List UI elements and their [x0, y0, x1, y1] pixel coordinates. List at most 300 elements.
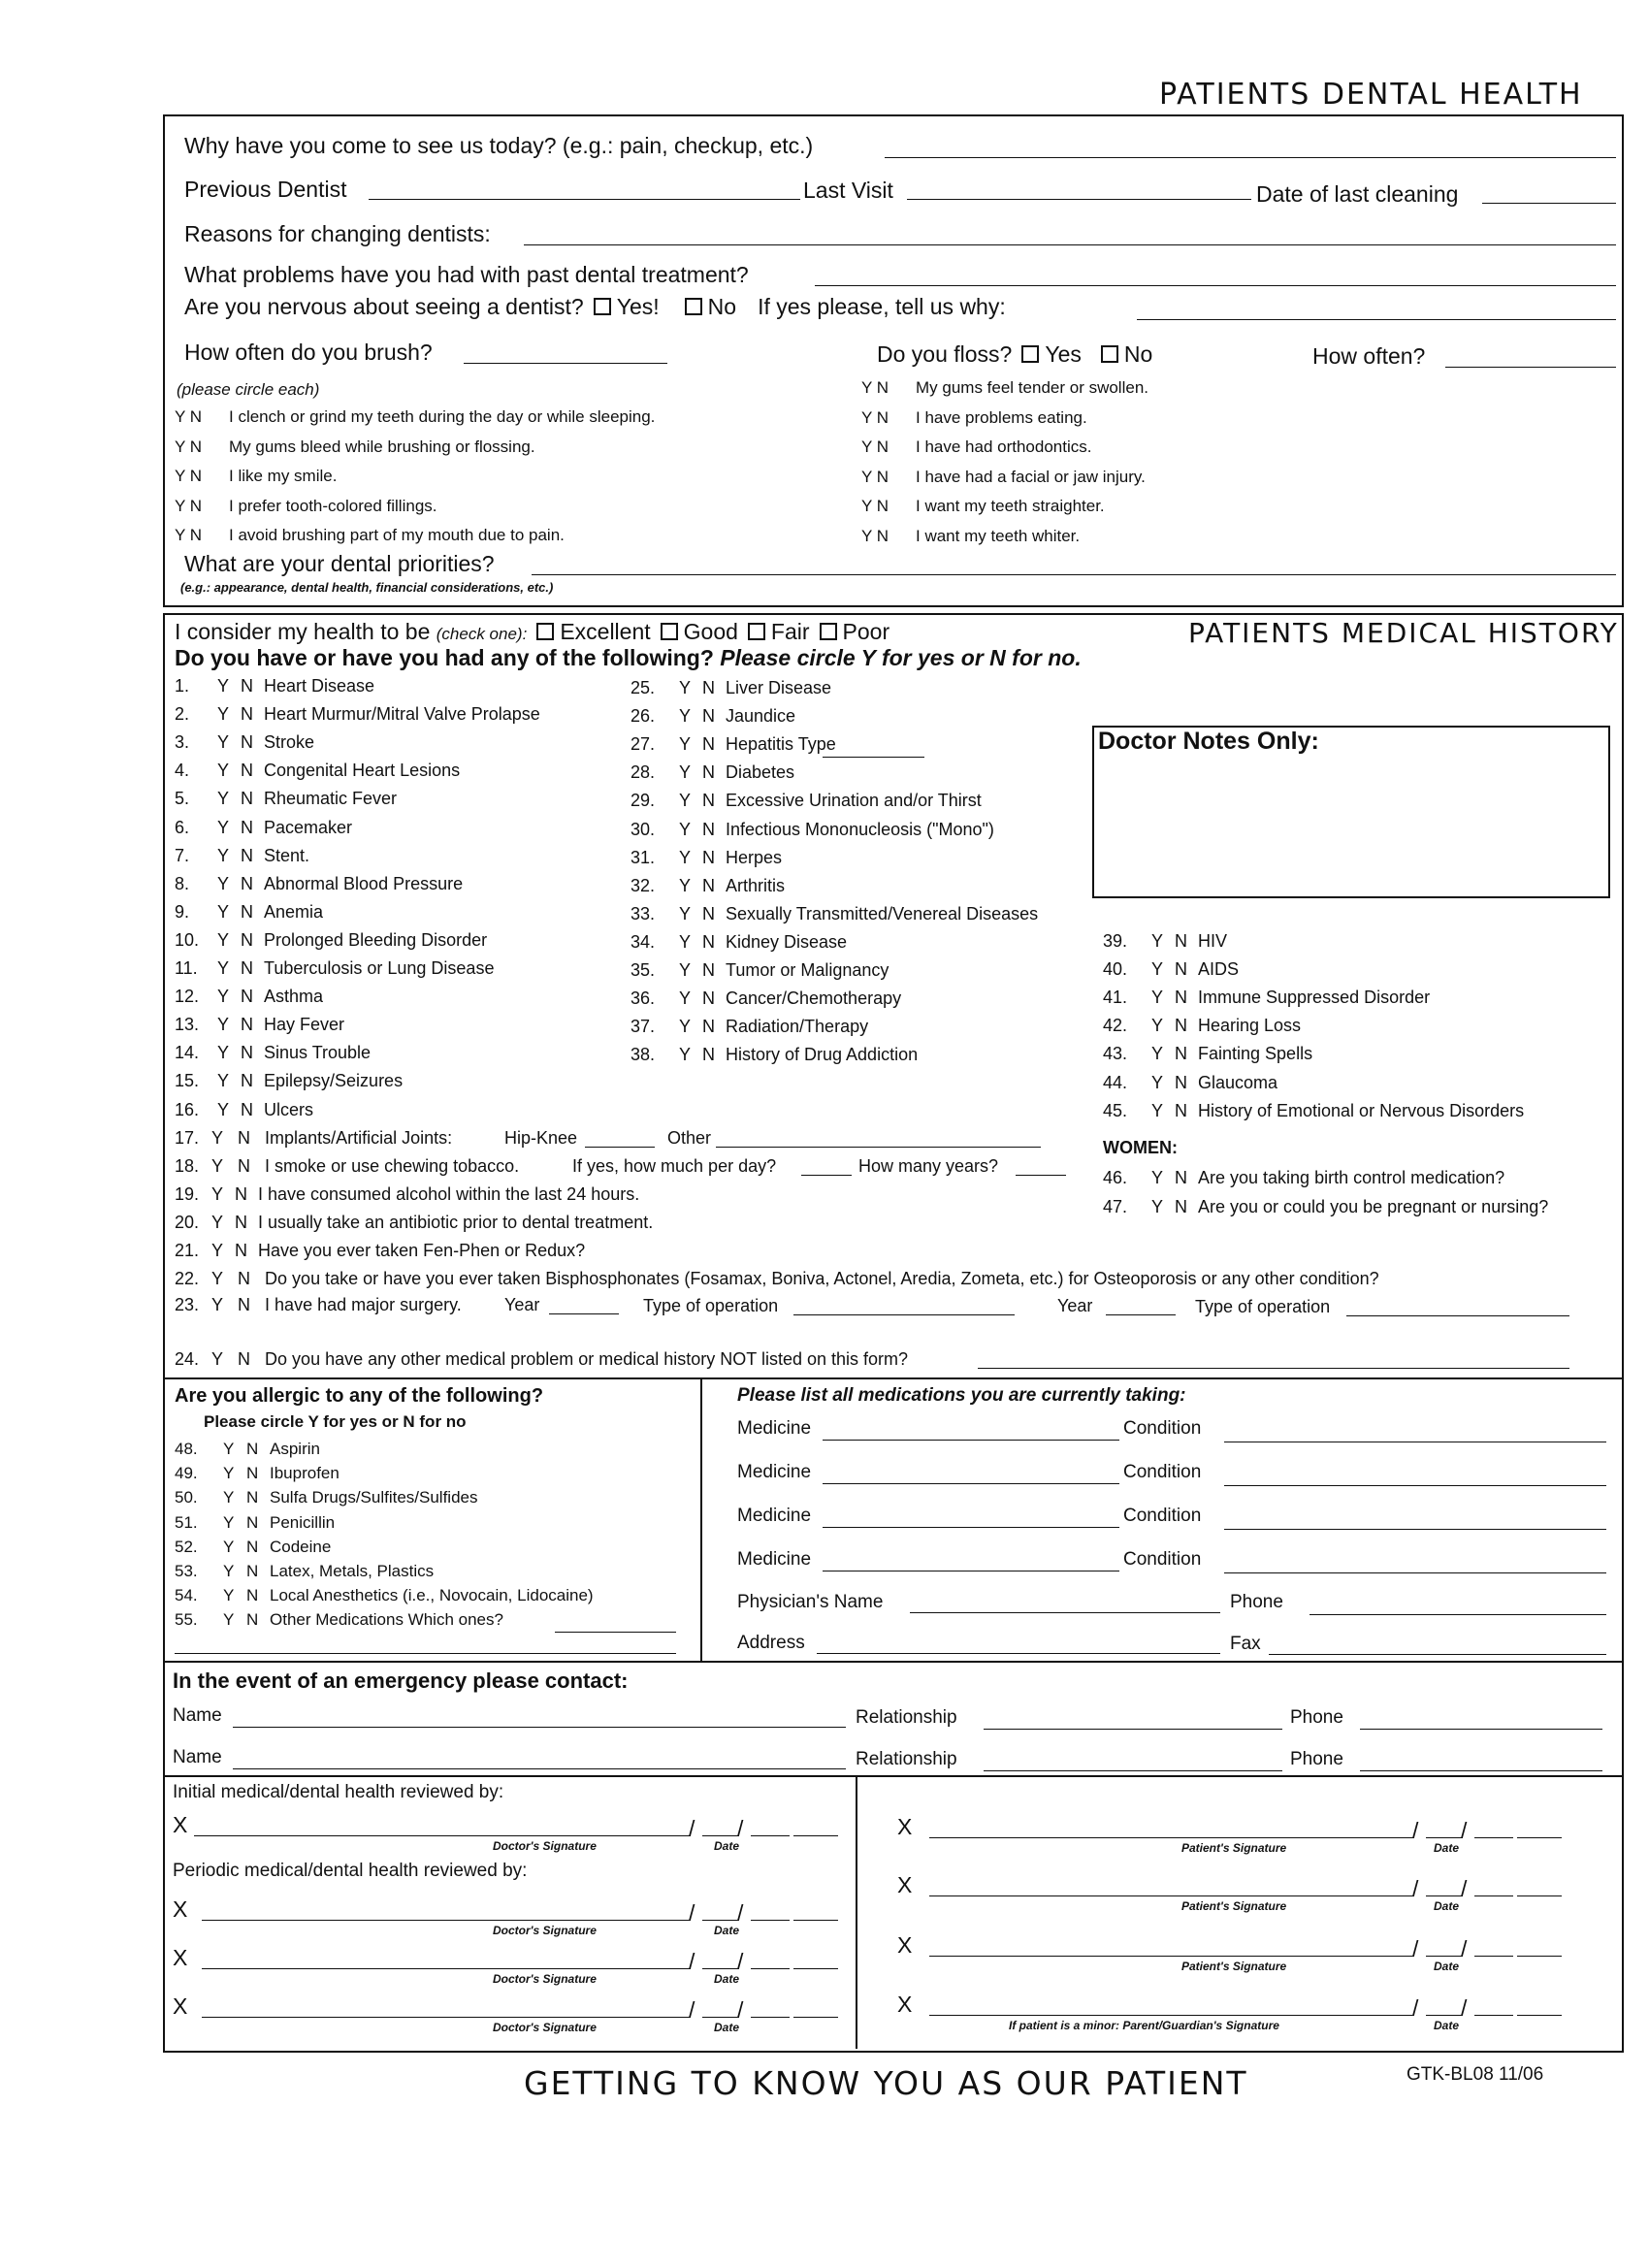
reasons-label: Reasons for changing dentists: [184, 221, 491, 246]
date-month-field[interactable] [1426, 1895, 1463, 1896]
no-option[interactable]: N [241, 929, 253, 950]
q21-text: Have you ever taken Fen-Phen or Redux? [258, 1241, 586, 1260]
emergency-name-field[interactable] [233, 1768, 846, 1769]
no-option[interactable]: N [241, 704, 253, 725]
q23-year-label: Year [504, 1295, 540, 1314]
yes-no-circle[interactable]: Y N [175, 526, 203, 544]
other-medications-field-2[interactable] [175, 1653, 676, 1654]
yes-option[interactable]: Y [223, 1537, 235, 1556]
q17-hip-field[interactable] [585, 1147, 655, 1148]
no-option[interactable]: N [241, 1043, 253, 1063]
yes-option[interactable]: Y [217, 704, 230, 725]
yes-option[interactable]: Y [679, 734, 692, 755]
condition-label: Condition [1123, 1462, 1202, 1482]
poor-checkbox[interactable] [820, 623, 837, 640]
yes-option[interactable]: Y [217, 761, 230, 781]
no-option[interactable]: N [1175, 1044, 1187, 1064]
yes-no-circle[interactable]: Y N [861, 467, 889, 486]
condition-row [1103, 1016, 1301, 1036]
q18-n[interactable]: N [238, 1156, 251, 1176]
yes-option[interactable]: Y [679, 875, 692, 895]
past-problems-field[interactable] [815, 285, 1616, 286]
date-year-field[interactable] [793, 1920, 838, 1921]
x-mark: X [897, 1814, 913, 1839]
yes-no-circle[interactable]: Y N [175, 496, 203, 515]
condition-row [630, 932, 847, 953]
address-field[interactable] [817, 1653, 1220, 1654]
q19-num: 19. [175, 1184, 200, 1204]
q20-row [175, 1213, 653, 1233]
date-year-field[interactable] [1517, 1837, 1562, 1838]
allergy-label: Local Anesthetics (i.e., Novocain, Lidocaine) [270, 1586, 594, 1605]
date-month-field[interactable] [702, 2017, 739, 2018]
yes-option[interactable]: Y [217, 1043, 230, 1063]
q23-y[interactable]: Y [211, 1295, 224, 1314]
no-option[interactable]: N [702, 762, 715, 783]
yes-option[interactable]: Y [217, 817, 230, 837]
emergency-phone-label: Phone [1290, 1707, 1343, 1728]
no-option[interactable]: N [1175, 1016, 1187, 1036]
nervous-label: Are you nervous about seeing a dentist? [184, 294, 584, 319]
signature-caption: Doctor's Signature [493, 1839, 597, 1853]
medicine-field[interactable] [823, 1483, 1119, 1484]
q18-years-field[interactable] [1016, 1175, 1066, 1176]
no-option[interactable]: N [241, 987, 253, 1007]
condition-label: Cancer/Chemotherapy [726, 988, 902, 1009]
x-mark: X [897, 1872, 913, 1897]
q18-row [175, 1156, 519, 1177]
yes-option[interactable]: Y [679, 762, 692, 783]
allergy-number: 52. [175, 1537, 198, 1556]
yes-option[interactable]: Y [217, 676, 230, 696]
q23-n[interactable]: N [238, 1295, 251, 1314]
x-mark: X [897, 1932, 913, 1958]
no-option[interactable]: N [1175, 1100, 1187, 1120]
no-option[interactable]: N [1175, 988, 1187, 1008]
yes-option[interactable]: Y [679, 847, 692, 867]
date-day-field[interactable] [751, 1835, 790, 1836]
reasons-field[interactable] [524, 244, 1616, 245]
no-option[interactable]: N [246, 1562, 259, 1580]
no-option[interactable]: N [702, 931, 715, 952]
physician-phone-field[interactable] [1310, 1614, 1606, 1615]
yes-option[interactable]: Y [1151, 1072, 1164, 1092]
condition-number: 25. [630, 678, 656, 697]
yes-option[interactable]: Y [1151, 1044, 1164, 1064]
dental-item-row [175, 437, 535, 457]
yes-option[interactable]: Y [223, 1610, 235, 1630]
no-option[interactable]: N [246, 1440, 259, 1458]
condition-label: AIDS [1198, 959, 1240, 980]
yes-option[interactable]: Y [223, 1512, 235, 1532]
good-checkbox[interactable] [661, 623, 678, 640]
condition-field[interactable] [1224, 1529, 1606, 1530]
yes-option[interactable]: Y [1151, 988, 1164, 1008]
signature-field[interactable] [194, 1835, 691, 1836]
no-option[interactable]: N [241, 789, 253, 809]
condition-number: 29. [630, 791, 656, 811]
yes-option[interactable]: Y [223, 1440, 235, 1458]
date-month-field[interactable] [702, 1835, 739, 1836]
signature-field[interactable] [929, 2015, 1414, 2016]
fair-checkbox[interactable] [748, 623, 765, 640]
hepatitis-type-field[interactable] [823, 757, 924, 758]
date-caption: Date [1434, 1899, 1460, 1913]
q20-num: 20. [175, 1213, 200, 1232]
condition-number: 2. [175, 704, 190, 725]
no-option[interactable]: N [702, 1017, 715, 1037]
allergy-label: Sulfa Drugs/Sulfites/Sulfides [270, 1488, 478, 1507]
dental-item-text: I avoid brushing part of my mouth due to pain. [229, 526, 565, 544]
floss-often-field[interactable] [1445, 367, 1616, 368]
priorities-example: (e.g.: appearance, dental health, financial considerations, etc.) [180, 580, 554, 595]
condition-field[interactable] [1224, 1485, 1606, 1486]
no-option[interactable]: N [246, 1488, 259, 1507]
dental-item-text: I want my teeth straighter. [916, 497, 1105, 515]
condition-row [630, 706, 795, 727]
why-visit-field[interactable] [885, 157, 1616, 158]
no-option[interactable]: N [246, 1464, 259, 1483]
signature-field[interactable] [929, 1895, 1414, 1896]
q18-perday-label: If yes, how much per day? [572, 1156, 777, 1176]
yes-option[interactable]: Y [679, 1045, 692, 1065]
last-cleaning-label: Date of last cleaning [1256, 181, 1459, 207]
q24-num: 24. [175, 1349, 200, 1369]
medicine-label: Medicine [737, 1418, 812, 1439]
last-visit-field[interactable] [907, 199, 1251, 200]
no-option[interactable]: N [702, 847, 715, 867]
condition-label: Hearing Loss [1198, 1016, 1302, 1036]
date-caption: Date [714, 1839, 740, 1853]
date-month-field[interactable] [1426, 1837, 1463, 1838]
no-option[interactable]: N [702, 1045, 715, 1065]
q22-n[interactable]: N [238, 1269, 251, 1288]
no-option[interactable]: N [1175, 959, 1187, 980]
no-option[interactable]: N [241, 845, 253, 865]
yes-option[interactable]: Y [217, 1071, 230, 1091]
date-caption: Date [1434, 1841, 1460, 1855]
date-day-field[interactable] [1474, 1837, 1513, 1838]
condition-number: 26. [630, 706, 656, 727]
dental-item-text: I clench or grind my teeth during the day or while sleeping. [229, 407, 656, 426]
nervous-question [184, 294, 1006, 320]
q17-n[interactable]: N [238, 1128, 251, 1148]
brush-label: How often do you brush? [184, 340, 433, 365]
no-option[interactable]: N [1175, 1196, 1187, 1216]
condition-label: Liver Disease [726, 678, 832, 697]
yes-option[interactable]: Y [679, 706, 692, 727]
q21-n[interactable]: N [235, 1241, 247, 1260]
signature-field[interactable] [202, 1920, 691, 1921]
q22-y[interactable]: Y [211, 1269, 224, 1288]
condition-row [630, 876, 785, 896]
no-option[interactable]: N [241, 901, 253, 922]
q24-n[interactable]: N [238, 1349, 251, 1369]
dental-item-row [861, 527, 1080, 546]
condition-row [1103, 1044, 1312, 1064]
allergy-row [175, 1610, 503, 1630]
no-option[interactable]: N [702, 960, 715, 980]
yes-option[interactable]: Y [223, 1562, 235, 1580]
no-option[interactable]: N [702, 903, 715, 923]
no-option[interactable]: N [1175, 931, 1187, 951]
no-option[interactable]: N [241, 761, 253, 781]
dental-item-text: I have problems eating. [916, 407, 1087, 427]
dental-item-row [175, 497, 437, 516]
yes-no-circle[interactable]: Y N [861, 526, 889, 545]
yes-option[interactable]: Y [217, 929, 230, 950]
date-day-field[interactable] [1474, 2015, 1513, 2016]
yes-option[interactable]: Y [217, 1015, 230, 1035]
condition-number: 37. [630, 1017, 656, 1037]
date-year-field[interactable] [1517, 2015, 1562, 2016]
allergy-row [175, 1440, 320, 1459]
yes-option[interactable]: Y [223, 1586, 235, 1605]
date-slash: / [1412, 1995, 1419, 2021]
check-one-note: (check one): [436, 625, 528, 643]
q21-y[interactable]: Y [211, 1241, 224, 1260]
q21-row [175, 1241, 585, 1261]
medicine-label: Medicine [737, 1506, 812, 1526]
medicine-field[interactable] [823, 1527, 1119, 1528]
no-option[interactable]: N [246, 1586, 259, 1605]
fax-field[interactable] [1269, 1654, 1606, 1655]
no-option[interactable]: N [702, 678, 715, 697]
date-slash: / [1412, 1876, 1419, 1901]
q23-row [175, 1295, 462, 1315]
q17-y[interactable]: Y [211, 1128, 224, 1148]
q23-year-field[interactable] [549, 1313, 619, 1314]
no-option[interactable]: N [241, 1099, 253, 1119]
no-option[interactable]: N [702, 734, 715, 755]
condition-number: 44. [1103, 1072, 1128, 1092]
floss-label: Do you floss? [877, 341, 1013, 367]
allergy-number: 54. [175, 1586, 198, 1605]
yes-no-circle[interactable]: Y N [175, 407, 203, 426]
no-option[interactable]: N [246, 1610, 259, 1630]
yes-option[interactable]: Y [679, 819, 692, 839]
yes-option[interactable]: Y [217, 987, 230, 1007]
q23-year2-field[interactable] [1106, 1314, 1176, 1315]
dental-item-text: I want my teeth whiter. [916, 526, 1081, 545]
q19-y[interactable]: Y [211, 1184, 224, 1204]
no-option[interactable]: N [702, 819, 715, 839]
nervous-why-label: If yes please, tell us why: [758, 294, 1006, 319]
no-option[interactable]: N [246, 1512, 259, 1532]
yes-no-circle[interactable]: Y N [861, 378, 889, 397]
allergy-row [175, 1538, 331, 1557]
nervous-no-label: No [707, 294, 737, 319]
divider [856, 1775, 857, 2049]
yes-option[interactable]: Y [1151, 959, 1164, 980]
signature-field[interactable] [929, 1956, 1414, 1957]
floss-yes-checkbox[interactable] [1021, 345, 1039, 363]
previous-dentist-field[interactable] [369, 199, 800, 200]
emergency-phone-field[interactable] [1360, 1770, 1602, 1771]
condition-number: 45. [1103, 1100, 1128, 1120]
no-option[interactable]: N [241, 817, 253, 837]
yes-option[interactable]: Y [217, 1099, 230, 1119]
date-day-field[interactable] [1474, 1956, 1513, 1957]
yes-option[interactable]: Y [223, 1488, 235, 1507]
yes-option[interactable]: Y [1151, 1100, 1164, 1120]
condition-label: Abnormal Blood Pressure [264, 873, 464, 893]
condition-number: 10. [175, 929, 200, 950]
date-day-field[interactable] [751, 2017, 790, 2018]
yes-option[interactable]: Y [217, 789, 230, 809]
yes-option[interactable]: Y [679, 903, 692, 923]
q24-field[interactable] [978, 1368, 1569, 1369]
physician-phone-label: Phone [1230, 1592, 1283, 1612]
q24-y[interactable]: Y [211, 1349, 224, 1369]
date-day-field[interactable] [751, 1968, 790, 1969]
allergy-title: Are you allergic to any of the following? [175, 1385, 544, 1407]
no-option[interactable]: N [241, 676, 253, 696]
emergency-name-field[interactable] [233, 1727, 846, 1728]
yes-no-circle[interactable]: Y N [861, 437, 889, 456]
no-option[interactable]: N [1175, 1072, 1187, 1092]
no-option[interactable]: N [1175, 1168, 1187, 1187]
no-option[interactable]: N [241, 958, 253, 978]
signature-caption: Patient's Signature [1181, 1960, 1287, 1973]
q18-y[interactable]: Y [211, 1156, 224, 1176]
q17-num: 17. [175, 1128, 200, 1148]
date-day-field[interactable] [751, 1920, 790, 1921]
yes-option[interactable]: Y [679, 678, 692, 697]
relationship-field[interactable] [984, 1729, 1282, 1730]
condition-row [175, 789, 397, 809]
yes-no-circle[interactable]: Y N [175, 467, 203, 485]
fax-label: Fax [1230, 1634, 1261, 1654]
q23-type2-field[interactable] [1346, 1315, 1569, 1316]
date-month-field[interactable] [702, 1920, 739, 1921]
no-option[interactable]: N [702, 875, 715, 895]
date-month-field[interactable] [702, 1968, 739, 1969]
allergy-label: Aspirin [270, 1440, 320, 1458]
yes-option[interactable]: Y [1151, 1196, 1164, 1216]
yes-option[interactable]: Y [1151, 1168, 1164, 1187]
date-year-field[interactable] [1517, 1956, 1562, 1957]
date-month-field[interactable] [1426, 2015, 1463, 2016]
condition-row [175, 761, 460, 781]
yes-option[interactable]: Y [217, 901, 230, 922]
dental-item-text: My gums feel tender or swollen. [916, 378, 1148, 397]
condition-row [175, 818, 352, 838]
condition-row [175, 987, 323, 1007]
date-year-field[interactable] [1517, 1895, 1562, 1896]
date-year-field[interactable] [793, 2017, 838, 2018]
nervous-why-field[interactable] [1137, 319, 1616, 320]
condition-row [175, 930, 487, 951]
dental-item-text: I prefer tooth-colored fillings. [229, 496, 437, 515]
condition-label: Hepatitis Type [726, 734, 836, 755]
q18-perday-field[interactable] [801, 1175, 852, 1176]
yes-no-circle[interactable]: Y N [861, 407, 889, 427]
yes-no-circle[interactable]: Y N [861, 497, 889, 515]
yes-option[interactable]: Y [217, 845, 230, 865]
yes-option[interactable]: Y [217, 958, 230, 978]
condition-label: Condition [1123, 1549, 1202, 1570]
no-option[interactable]: N [702, 706, 715, 727]
emergency-phone-field[interactable] [1360, 1729, 1602, 1730]
condition-number: 43. [1103, 1044, 1128, 1064]
q20-y[interactable]: Y [211, 1213, 224, 1232]
priorities-field[interactable] [532, 574, 1616, 575]
q20-n[interactable]: N [235, 1213, 247, 1232]
medicine-label: Medicine [737, 1549, 812, 1570]
nervous-yes-checkbox[interactable] [594, 298, 611, 315]
yes-option[interactable]: Y [679, 931, 692, 952]
yes-no-circle[interactable]: Y N [175, 437, 203, 456]
condition-number: 33. [630, 903, 656, 923]
condition-label: Asthma [264, 987, 324, 1007]
last-cleaning-field[interactable] [1482, 203, 1616, 204]
yes-option[interactable]: Y [679, 960, 692, 980]
no-option[interactable]: N [241, 873, 253, 893]
previous-dentist-label: Previous Dentist [184, 177, 347, 202]
yes-option[interactable]: Y [1151, 1016, 1164, 1036]
date-day-field[interactable] [1474, 1895, 1513, 1896]
excellent-checkbox[interactable] [536, 623, 554, 640]
relationship-field[interactable] [984, 1770, 1282, 1771]
no-option[interactable]: N [241, 1071, 253, 1091]
q17-other-field[interactable] [716, 1147, 1041, 1148]
no-option[interactable]: N [241, 732, 253, 753]
yes-option[interactable]: Y [679, 1017, 692, 1037]
condition-label: Tuberculosis or Lung Disease [264, 958, 495, 978]
yes-option[interactable]: Y [223, 1464, 235, 1483]
nervous-no-checkbox[interactable] [685, 298, 702, 315]
signature-field[interactable] [202, 2017, 691, 2018]
signature-caption: Doctor's Signature [493, 1924, 597, 1937]
physician-field[interactable] [910, 1612, 1220, 1613]
q23-year2-label: Year [1057, 1296, 1093, 1315]
q23-type-field[interactable] [793, 1314, 1015, 1315]
medicine-field[interactable] [823, 1440, 1119, 1441]
yes-option[interactable]: Y [217, 732, 230, 753]
date-year-field[interactable] [793, 1835, 838, 1836]
other-medications-field[interactable] [555, 1632, 676, 1633]
condition-field[interactable] [1224, 1572, 1606, 1573]
condition-row [630, 1017, 868, 1037]
date-month-field[interactable] [1426, 1956, 1463, 1957]
signature-field[interactable] [929, 1837, 1414, 1838]
form-code: GTK-BL08 11/06 [1406, 2064, 1544, 2085]
q19-text: I have consumed alcohol within the last 24 hours. [258, 1184, 640, 1204]
no-option[interactable]: N [702, 791, 715, 811]
floss-no-checkbox[interactable] [1101, 345, 1118, 363]
allergy-row [175, 1586, 594, 1605]
signature-field[interactable] [202, 1968, 691, 1969]
no-option[interactable]: N [241, 1015, 253, 1035]
yes-option[interactable]: Y [679, 791, 692, 811]
q23-type-label: Type of operation [643, 1296, 779, 1315]
q23-num: 23. [175, 1295, 200, 1314]
yes-option[interactable]: Y [679, 988, 692, 1009]
brush-field[interactable] [464, 363, 667, 364]
condition-row [175, 1043, 371, 1063]
date-year-field[interactable] [793, 1968, 838, 1969]
yes-option[interactable]: Y [1151, 931, 1164, 951]
allergy-row [175, 1562, 434, 1581]
no-option[interactable]: N [246, 1537, 259, 1556]
conditions-question [175, 645, 1082, 671]
date-slash: / [737, 1997, 744, 2023]
q23-type2-label: Type of operation [1195, 1297, 1331, 1316]
yes-option[interactable]: Y [217, 873, 230, 893]
no-option[interactable]: N [702, 988, 715, 1009]
q19-n[interactable]: N [235, 1184, 247, 1204]
